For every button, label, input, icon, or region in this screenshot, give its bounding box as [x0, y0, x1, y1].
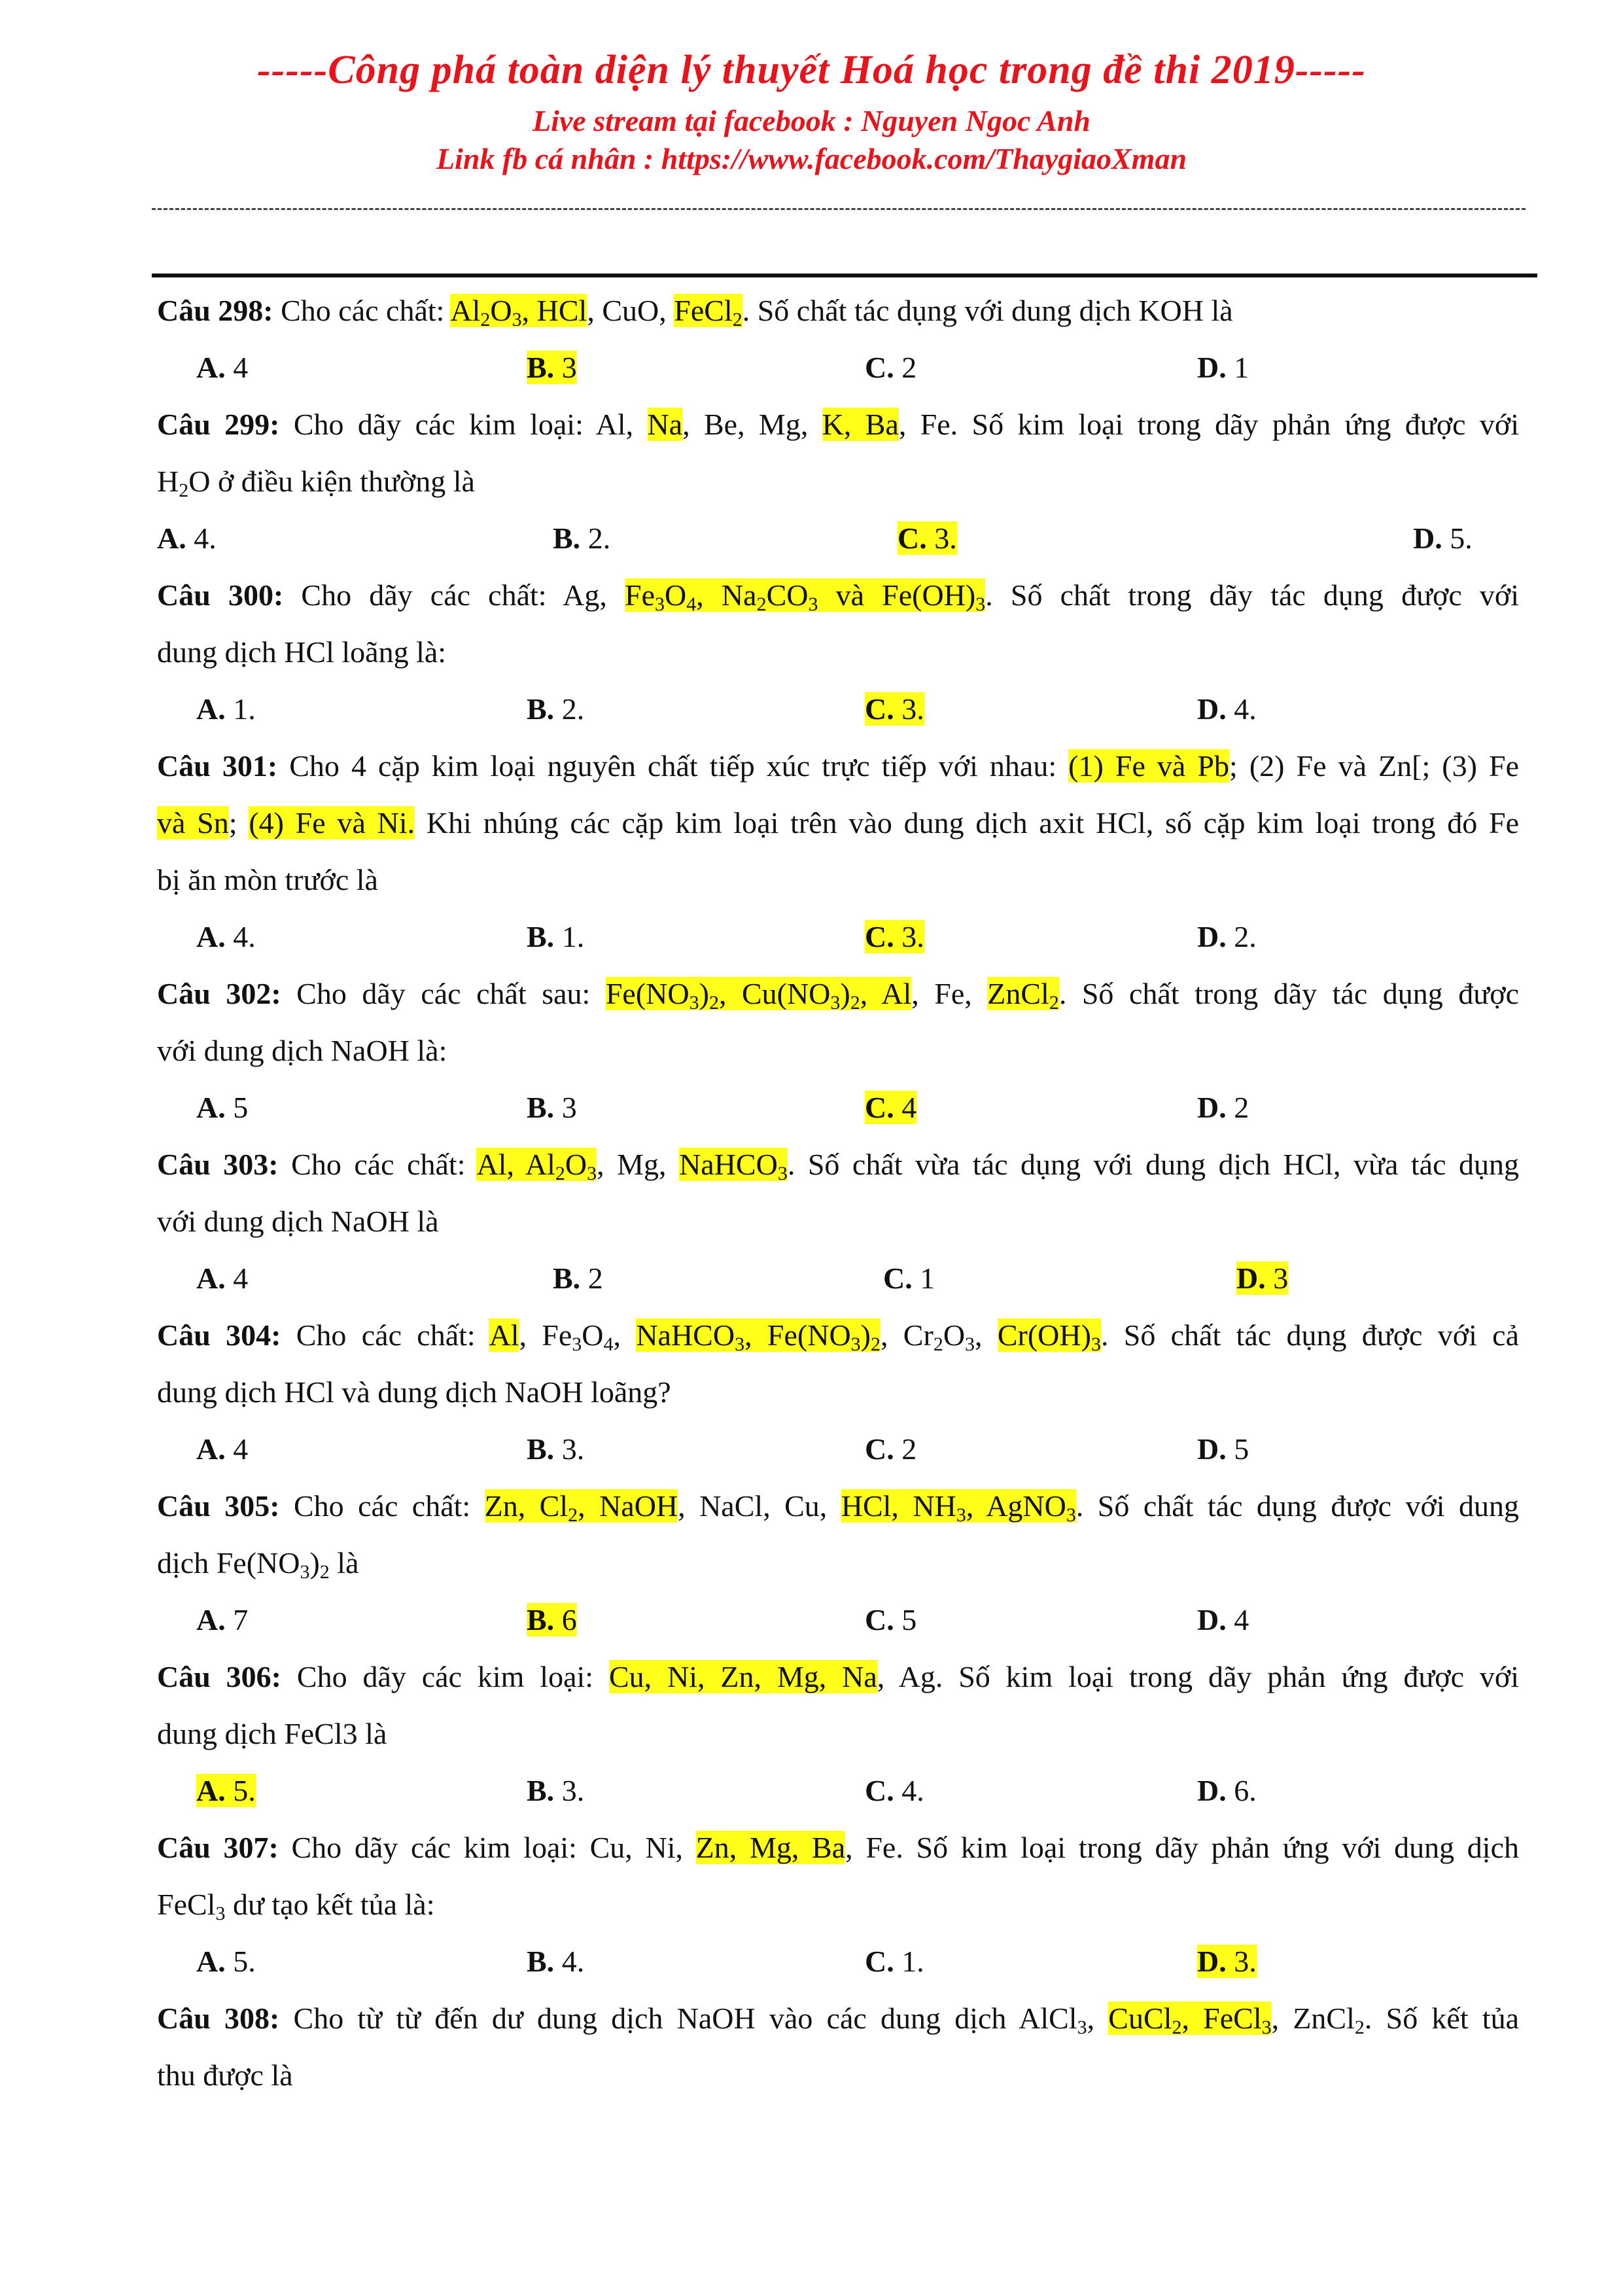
- question-stem: Câu 306: Cho dãy các kim loại: Cu, Ni, Zn, Mg, Na, Ag. Số kim loại trong dãy phản ứng được với: [157, 1660, 1519, 1693]
- question-stem-continued: với dung dịch NaOH là: [157, 1205, 439, 1238]
- question-stem-continued: dung dịch HCl và dung dịch NaOH loãng?: [157, 1375, 671, 1409]
- highlighted-answer-term: ZnCl$_2$: [987, 977, 1059, 1014]
- question-number: Câu 303:: [157, 1148, 292, 1181]
- highlighted-answer-term: Cu, Ni, Zn, Mg, Na: [608, 1660, 877, 1693]
- highlighted-answer-term: Zn, Mg, Ba: [695, 1831, 846, 1864]
- answer-option-d[interactable]: D. 1: [1197, 351, 1249, 384]
- answer-option-b[interactable]: B. 2: [553, 1262, 603, 1295]
- answer-option-c[interactable]: C. 2: [865, 1432, 917, 1466]
- answer-option-d[interactable]: D. 4.: [1197, 692, 1257, 726]
- question-number: Câu 302:: [157, 977, 297, 1010]
- question-stem: Câu 302: Cho dãy các chất sau: $Fe(NO_3)_2$, $Cu(NO_3)_2$, Al, Fe, ZnCl$_2$. Số chất trong dãy tác dụng được: [157, 977, 1519, 1014]
- facebook-link[interactable]: Link fb cá nhân : https://www.facebook.com/ThaygiaoXman: [436, 142, 1187, 175]
- answer-option-c[interactable]: C. 4.: [865, 1774, 924, 1807]
- highlighted-answer-term: (1) Fe và Pb: [1068, 749, 1229, 783]
- question-stem-continued: thu được là: [157, 2058, 293, 2092]
- answer-option-d[interactable]: D. 5: [1197, 1432, 1249, 1466]
- answer-option-a[interactable]: A. 4: [196, 1432, 249, 1466]
- highlighted-answer-term: $Fe(NO_3)_2$, $Cu(NO_3)_2$, Al: [605, 977, 912, 1014]
- dashed-divider: [152, 208, 1526, 210]
- question-stem: Câu 298: Cho các chất: $Al_2O_3$, HCl, CuO, FeCl$_2$. Số chất tác dụng với dung dịch KOH là: [157, 294, 1233, 330]
- answer-option-c[interactable]: C. 3.: [865, 692, 924, 726]
- answer-option-d[interactable]: D. 3: [1236, 1262, 1289, 1295]
- question-number: Câu 301:: [157, 749, 290, 783]
- document-title: -----Công phá toàn diện lý thuyết Hoá học trong đề thi 2019-----: [257, 48, 1366, 92]
- answer-option-b[interactable]: B. 3: [527, 1091, 577, 1124]
- answer-option-b[interactable]: B. 2.: [527, 692, 585, 726]
- question-stem: Câu 308: Cho từ từ đến dư dung dịch NaOH vào các dung dịch AlCl$_3$, CuCl$_2$, FeCl$_3$, ZnCl$_2$. Số kết tủa: [157, 2002, 1520, 2038]
- answer-option-b[interactable]: B. 6: [527, 1603, 577, 1636]
- question-stem-continued: với dung dịch NaOH là:: [157, 1034, 447, 1067]
- answer-option-b[interactable]: B. 3.: [527, 1774, 585, 1807]
- highlighted-answer-term: Al: [489, 1318, 519, 1352]
- answer-option-a[interactable]: A. 5.: [196, 1945, 256, 1978]
- answer-option-c[interactable]: C. 4: [865, 1091, 917, 1124]
- highlighted-answer-term: FeCl$_2$: [674, 294, 742, 330]
- question-stem-continued: dịch $Fe(NO_3)_2$ là: [157, 1546, 359, 1583]
- answer-option-d[interactable]: D. 5.: [1413, 521, 1473, 555]
- question-number: Câu 299:: [157, 408, 294, 441]
- question-stem: Câu 307: Cho dãy các kim loại: Cu, Ni, Zn, Mg, Ba, Fe. Số kim loại trong dãy phản ứng với dung dịch: [157, 1831, 1519, 1864]
- question-number: Câu 305:: [157, 1489, 294, 1523]
- answer-option-a[interactable]: A. 7: [196, 1603, 249, 1636]
- answer-option-b[interactable]: B. 4.: [527, 1945, 585, 1978]
- highlighted-answer-term: (4) Fe và Ni.: [249, 806, 415, 839]
- highlighted-answer-term: $Al_2O_3$, HCl: [450, 294, 587, 330]
- question-number: Câu 307:: [157, 1831, 292, 1864]
- answer-option-c[interactable]: C. 3.: [898, 521, 957, 555]
- highlighted-answer-term: NaHCO$_3$: [679, 1148, 788, 1184]
- highlighted-answer-term: Zn, $Cl_2$, NaOH: [484, 1489, 678, 1526]
- answer-option-a[interactable]: A. 5: [196, 1091, 249, 1124]
- answer-option-d[interactable]: D. 3.: [1197, 1945, 1257, 1978]
- answer-option-a[interactable]: A. 4.: [157, 521, 217, 555]
- question-number: Câu 306:: [157, 1660, 297, 1693]
- header-rule: [152, 274, 1537, 277]
- question-stem: Câu 305: Cho các chất: Zn, $Cl_2$, NaOH, NaCl, Cu, HCl, $NH_3$, AgNO$_3$. Số chất tác dụng được với dung: [157, 1489, 1520, 1526]
- highlighted-answer-term: $Fe_3O_4$, $Na_2CO_3$ và $Fe(OH)_3$: [625, 578, 986, 615]
- question-stem: Câu 301: Cho 4 cặp kim loại nguyên chất tiếp xúc trực tiếp với nhau: (1) Fe và Pb; (2) Fe và Zn[; (3) Fe: [157, 749, 1519, 783]
- answer-option-a[interactable]: A. 4: [196, 1262, 249, 1295]
- answer-option-b[interactable]: B. 3: [527, 351, 577, 384]
- answer-option-b[interactable]: B. 1.: [527, 920, 585, 953]
- question-number: Câu 300:: [157, 578, 302, 612]
- question-stem-continued: dung dịch FeCl3 là: [157, 1717, 387, 1750]
- question-stem-continued: $H_2O$ ở điều kiện thường là: [157, 465, 475, 501]
- answer-option-d[interactable]: D. 4: [1197, 1603, 1249, 1636]
- question-number: Câu 308:: [157, 2002, 294, 2035]
- answer-option-b[interactable]: B. 2.: [553, 521, 611, 555]
- highlighted-answer-term: CuCl$_2$, FeCl$_3$: [1108, 2002, 1272, 2038]
- answer-option-a[interactable]: A. 1.: [196, 692, 256, 726]
- answer-option-a[interactable]: A. 5.: [196, 1774, 256, 1807]
- answer-option-a[interactable]: A. 4.: [196, 920, 256, 953]
- highlighted-answer-term: K, Ba: [822, 408, 899, 441]
- answer-option-d[interactable]: D. 6.: [1197, 1774, 1257, 1807]
- answer-option-b[interactable]: B. 3.: [527, 1432, 585, 1466]
- highlighted-answer-term: Na: [647, 408, 683, 441]
- question-stem: Câu 304: Cho các chất: Al, $Fe_3O_4$, NaHCO$_3$, $Fe(NO_3)_2$, $Cr_2O_3$, $Cr(OH)_3$. Số chất tác dụng được với cả: [157, 1318, 1520, 1355]
- answer-option-c[interactable]: C. 5: [865, 1603, 917, 1636]
- question-stem-continued: bị ăn mòn trước là: [157, 863, 378, 896]
- highlighted-answer-term: NaHCO$_3$, $Fe(NO_3)_2$: [636, 1318, 881, 1355]
- question-number: Câu 298:: [157, 294, 281, 327]
- answer-option-c[interactable]: C. 3.: [865, 920, 924, 953]
- answer-option-c[interactable]: C. 2: [865, 351, 917, 384]
- question-stem: Câu 299: Cho dãy các kim loại: Al, Na, Be, Mg, K, Ba, Fe. Số kim loại trong dãy phản ứng được với: [157, 408, 1520, 441]
- answer-option-c[interactable]: C. 1.: [865, 1945, 924, 1978]
- livestream-line: Live stream tại facebook : Nguyen Ngoc Anh: [532, 104, 1091, 137]
- question-stem-continued: dung dịch HCl loãng là:: [157, 635, 447, 669]
- question-stem-continued: FeCl$_3$ dư tạo kết tủa là:: [157, 1888, 435, 1924]
- answer-option-d[interactable]: D. 2.: [1197, 920, 1257, 953]
- answer-option-c[interactable]: C. 1: [883, 1262, 935, 1295]
- question-stem: Câu 303: Cho các chất: Al, $Al_2O_3$, Mg, NaHCO$_3$. Số chất vừa tác dụng với dung dịch HCl, vừa tác dụng: [157, 1148, 1520, 1184]
- answer-option-d[interactable]: D. 2: [1197, 1091, 1249, 1124]
- highlighted-answer-term: $Cr(OH)_3$: [997, 1318, 1101, 1355]
- question-stem-continued: và Sn; (4) Fe và Ni. Khi nhúng các cặp kim loại trên vào dung dịch axit HCl, số cặp kim loại trong đó Fe: [157, 806, 1519, 839]
- highlighted-answer-term: HCl, $NH_3$, AgNO$_3$: [841, 1489, 1076, 1526]
- highlighted-answer-term: và Sn: [157, 806, 229, 839]
- highlighted-answer-term: Al, $Al_2O_3$: [476, 1148, 597, 1184]
- question-stem: Câu 300: Cho dãy các chất: Ag, $Fe_3O_4$, $Na_2CO_3$ và $Fe(OH)_3$. Số chất trong dãy tác dụng được với: [157, 578, 1519, 615]
- question-number: Câu 304:: [157, 1318, 296, 1352]
- answer-option-a[interactable]: A. 4: [196, 351, 249, 384]
